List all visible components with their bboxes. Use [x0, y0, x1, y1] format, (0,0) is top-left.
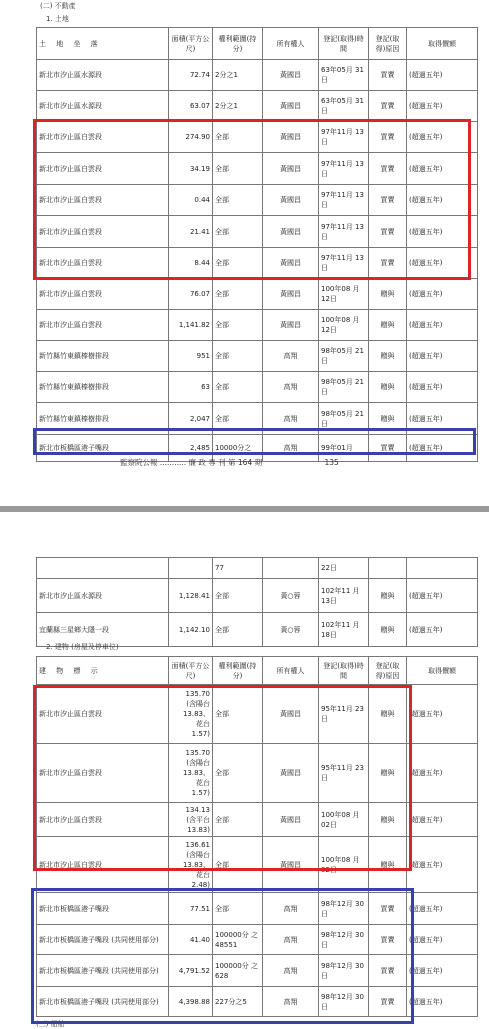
cell-area: 34.19 [169, 153, 213, 185]
header-reg-time: 登記(取得)時間 [319, 28, 369, 60]
cell-date: 98年12月 30日 [319, 955, 369, 987]
cell-loc: 新北市汐止區白雲段 [37, 837, 169, 893]
building-row [37, 685, 478, 744]
cell-scope: 全部 [213, 837, 263, 893]
cell-scope: 全部 [213, 310, 263, 341]
cell-owner: 黃國昌 [263, 279, 319, 310]
cell-scope: 全部 [213, 744, 263, 803]
cell-owner: 黃國昌 [263, 310, 319, 341]
cell-date: 102年11 月18日 [319, 613, 369, 647]
cell-loc: 新北市汐止區白雲段 [37, 153, 169, 185]
cell-price: (超過五年) [407, 279, 478, 310]
cell-price: (超過五年) [407, 91, 478, 122]
land-row [37, 579, 478, 613]
cell-date: 22日 [319, 558, 369, 579]
cell-reason: 贈與 [369, 613, 407, 647]
cell-loc: 新北市汐止區水源段 [37, 60, 169, 91]
cell-area: 4,791.52 [169, 955, 213, 987]
footer-journal: 監察院公報 ........... 廉 政 專 刊 第 164 期 [120, 458, 263, 467]
cell-area: 1,141.82 [169, 310, 213, 341]
cell-area: 0.44 [169, 185, 213, 216]
cell-area: 2,485 [169, 435, 213, 462]
cell-reason: 贈與 [369, 803, 407, 837]
land-row [37, 185, 478, 216]
cell-price: (超過五年) [407, 925, 478, 955]
cell-area: 274.90 [169, 122, 213, 153]
cell-date: 100年08 月02日 [319, 837, 369, 893]
cell-date: 98年12月 30日 [319, 987, 369, 1017]
cell-area: 1,142.10 [169, 613, 213, 647]
building-row [37, 803, 478, 837]
header-location: 土 地 坐 落 [37, 28, 169, 60]
header-scope: 權利範圍(持分) [213, 657, 263, 685]
cell-reason: 買賣 [369, 153, 407, 185]
cell-price: (超過五年) [407, 803, 478, 837]
cell-price: (超過五年) [407, 403, 478, 435]
land-row [37, 403, 478, 435]
cell-area: 41.40 [169, 925, 213, 955]
cell-reason: 買賣 [369, 91, 407, 122]
cell-owner: 黃○蓉 [263, 579, 319, 613]
land-table-header [37, 28, 478, 60]
cell-loc: 新北市汐止區白雲段 [37, 185, 169, 216]
footer-page-number: 135 [324, 458, 339, 467]
cell-loc: 新北市汐止區白雲段 [37, 310, 169, 341]
cell-price: (超過五年) [407, 613, 478, 647]
cell-reason: 買賣 [369, 925, 407, 955]
cell-scope: 77 [213, 558, 263, 579]
cell-owner: 黃○蓉 [263, 613, 319, 647]
cell-reason: 贈與 [369, 310, 407, 341]
cell-price: (超過五年) [407, 216, 478, 248]
cell-date: 97年11月 13日 [319, 153, 369, 185]
cell-date: 63年05月 31日 [319, 60, 369, 91]
cell-owner: 黃國昌 [263, 122, 319, 153]
header-owner: 所有權人 [263, 657, 319, 685]
land-row [37, 310, 478, 341]
cell-owner: 高翔 [263, 987, 319, 1017]
cell-owner: 黃國昌 [263, 153, 319, 185]
building-row [37, 925, 478, 955]
land-row [37, 60, 478, 91]
cell-loc: 新北市板橋區港子嘴段 (共同使用部分) [37, 987, 169, 1017]
cell-reason: 買賣 [369, 122, 407, 153]
land-row [37, 341, 478, 372]
cell-date: 97年11月 13日 [319, 185, 369, 216]
cell-date: 100年08 月02日 [319, 803, 369, 837]
cell-scope: 2分之1 [213, 91, 263, 122]
cell-price: (超過五年) [407, 987, 478, 1017]
cell-scope: 全部 [213, 185, 263, 216]
page-separator [0, 506, 489, 512]
cell-owner: 黃國昌 [263, 60, 319, 91]
cell-loc: 新竹縣竹東鎮榛樹排段 [37, 341, 169, 372]
cell-owner: 高翔 [263, 435, 319, 462]
cell-date: 97年11月 13日 [319, 248, 369, 279]
header-owner: 所有權人 [263, 28, 319, 60]
cell-reason: 買賣 [369, 248, 407, 279]
section-title: (二) 不動產 [40, 2, 76, 10]
header-area: 面積(平方公尺) [169, 657, 213, 685]
cell-area [169, 558, 213, 579]
document-page-1 [0, 0, 489, 498]
cell-owner: 高翔 [263, 372, 319, 403]
cell-date: 63年05月 31日 [319, 91, 369, 122]
cell-reason: 贈與 [369, 403, 407, 435]
cell-reason: 買賣 [369, 435, 407, 462]
cell-reason [369, 558, 407, 579]
cell-date: 98年05月 21日 [319, 341, 369, 372]
cell-reason: 贈與 [369, 685, 407, 744]
cell-owner: 黃國昌 [263, 248, 319, 279]
cell-area: 21.41 [169, 216, 213, 248]
header-area: 面積(平方公尺) [169, 28, 213, 60]
header-price: 取得價額 [407, 657, 478, 685]
land-table [36, 27, 478, 462]
cell-date: 98年12月 30日 [319, 925, 369, 955]
cell-owner: 黃國昌 [263, 91, 319, 122]
cell-price: (超過五年) [407, 248, 478, 279]
cell-scope: 全部 [213, 122, 263, 153]
cell-loc: 新竹縣竹東鎮榛樹排段 [37, 372, 169, 403]
cell-scope: 全部 [213, 685, 263, 744]
cell-area: 63.07 [169, 91, 213, 122]
cell-area: 63 [169, 372, 213, 403]
cell-loc [37, 558, 169, 579]
cell-loc: 新北市板橋區港子嘴段 (共同使用部分) [37, 955, 169, 987]
cell-price: (超過五年) [407, 893, 478, 925]
cell-reason: 贈與 [369, 579, 407, 613]
cell-area: 72.74 [169, 60, 213, 91]
header-price: 取得價額 [407, 28, 478, 60]
building-table-header [37, 657, 478, 685]
cell-owner: 黃國昌 [263, 216, 319, 248]
cell-date: 97年11月 13日 [319, 122, 369, 153]
cell-scope: 全部 [213, 403, 263, 435]
cell-owner: 黃國昌 [263, 837, 319, 893]
building-table [36, 656, 478, 1017]
cell-loc: 新北市汐止區白雲段 [37, 803, 169, 837]
cell-price [407, 558, 478, 579]
cell-reason: 贈與 [369, 279, 407, 310]
cell-date: 100年08 月12日 [319, 310, 369, 341]
cell-area: 77.51 [169, 893, 213, 925]
cell-price: (超過五年) [407, 122, 478, 153]
cell-reason: 買賣 [369, 987, 407, 1017]
cell-area: 136.61 (含陽台 13.83、 花台 2.48) [169, 837, 213, 893]
page-footer [120, 457, 339, 468]
cell-price: (超過五年) [407, 185, 478, 216]
land-row [37, 372, 478, 403]
cell-loc: 新北市汐止區水源段 [37, 91, 169, 122]
cell-scope: 227分之5 [213, 987, 263, 1017]
cell-date: 97年11月 13日 [319, 216, 369, 248]
cell-price: (超過五年) [407, 955, 478, 987]
header-reg-time: 登記(取得)時間 [319, 657, 369, 685]
cell-area: 8.44 [169, 248, 213, 279]
cell-owner: 高翔 [263, 341, 319, 372]
cell-price: (超過五年) [407, 60, 478, 91]
cell-loc: 宜蘭縣三星鄉大隱一段 [37, 613, 169, 647]
cell-scope: 全部 [213, 893, 263, 925]
cell-reason: 買賣 [369, 216, 407, 248]
cell-price: (超過五年) [407, 341, 478, 372]
cell-date: 95年11月 23日 [319, 685, 369, 744]
land-row [37, 153, 478, 185]
building-row [37, 837, 478, 893]
cell-reason: 買賣 [369, 955, 407, 987]
cell-reason: 贈與 [369, 341, 407, 372]
land-row [37, 216, 478, 248]
cell-loc: 新北市汐止區水源段 [37, 579, 169, 613]
subsection-title-building: 2. 建物 (房屋及停車位) [46, 643, 119, 651]
cell-loc: 新北市汐止區白雲段 [37, 248, 169, 279]
cell-price: (超過五年) [407, 153, 478, 185]
cell-owner: 黃國昌 [263, 685, 319, 744]
cell-scope: 全部 [213, 803, 263, 837]
building-row [37, 987, 478, 1017]
cell-date: 95年11月 23日 [319, 744, 369, 803]
cell-scope: 100000分 之48551 [213, 925, 263, 955]
cell-reason: 贈與 [369, 372, 407, 403]
cell-loc: 新北市板橋區港子嘴段 (共同使用部分) [37, 925, 169, 955]
cell-date: 98年05月 21日 [319, 403, 369, 435]
cell-scope: 100000分 之628 [213, 955, 263, 987]
cell-price: (超過五年) [407, 579, 478, 613]
cell-reason: 買賣 [369, 60, 407, 91]
cell-owner: 高翔 [263, 403, 319, 435]
subsection-title-land: 1. 土地 [46, 15, 69, 23]
cell-area: 134.13 (含平台 13.83) [169, 803, 213, 837]
cell-scope: 全部 [213, 372, 263, 403]
cell-area: 1,128.41 [169, 579, 213, 613]
cell-price: (超過五年) [407, 435, 478, 462]
cell-price: (超過五年) [407, 310, 478, 341]
cell-date: 98年05月 21日 [319, 372, 369, 403]
cell-loc: 新北市汐止區白雲段 [37, 685, 169, 744]
cell-price: (超過五年) [407, 744, 478, 803]
cell-date: 102年11 月13日 [319, 579, 369, 613]
cell-loc: 新北市汐止區白雲段 [37, 744, 169, 803]
cell-area: 135.70 (含陽台 13.83、 花台 1.57) [169, 744, 213, 803]
land-row [37, 91, 478, 122]
header-reason: 登記(取得)原因 [369, 28, 407, 60]
cell-price: (超過五年) [407, 837, 478, 893]
building-row [37, 955, 478, 987]
cell-scope: 全部 [213, 153, 263, 185]
header-location: 建 物 標 示 [37, 657, 169, 685]
cell-loc: 新北市板橋區港子嘴段 [37, 435, 169, 462]
cell-owner: 高翔 [263, 925, 319, 955]
cell-area: 4,398.88 [169, 987, 213, 1017]
cell-scope: 全部 [213, 279, 263, 310]
cell-owner: 黃國昌 [263, 744, 319, 803]
cell-owner: 高翔 [263, 893, 319, 925]
cell-loc: 新竹縣竹東鎮榛樹排段 [37, 403, 169, 435]
cell-scope: 2分之1 [213, 60, 263, 91]
cell-owner: 黃國昌 [263, 803, 319, 837]
cell-reason: 贈與 [369, 744, 407, 803]
next-section-title: (三) 船舶 [36, 1020, 65, 1028]
cell-loc: 新北市汐止區白雲段 [37, 279, 169, 310]
cell-area: 2,047 [169, 403, 213, 435]
cell-reason: 贈與 [369, 837, 407, 893]
header-scope: 權利範圍(持分) [213, 28, 263, 60]
header-reason: 登記(取得)原因 [369, 657, 407, 685]
cell-scope: 全部 [213, 579, 263, 613]
cell-loc: 新北市汐止區白雲段 [37, 122, 169, 153]
land-row [37, 279, 478, 310]
cell-price: (超過五年) [407, 685, 478, 744]
cell-loc: 新北市汐止區白雲段 [37, 216, 169, 248]
cell-owner: 高翔 [263, 955, 319, 987]
cell-date: 100年08 月12日 [319, 279, 369, 310]
cell-loc: 新北市板橋區港子嘴段 [37, 893, 169, 925]
building-row [37, 893, 478, 925]
cell-area: 76.07 [169, 279, 213, 310]
cell-scope: 全部 [213, 613, 263, 647]
document-page-2 [0, 528, 489, 1028]
cell-price: (超過五年) [407, 372, 478, 403]
cell-owner: 黃國昌 [263, 185, 319, 216]
cell-owner [263, 558, 319, 579]
building-row [37, 744, 478, 803]
cell-date: 99年01月 [319, 435, 369, 462]
page-gap [0, 498, 489, 528]
cell-scope: 10000分之 [213, 435, 263, 462]
cell-area: 951 [169, 341, 213, 372]
cell-area: 135.70 (含陽台 13.83、 花台 1.57) [169, 685, 213, 744]
land-row [37, 248, 478, 279]
cell-date: 98年12月 30日 [319, 893, 369, 925]
cell-reason: 買賣 [369, 185, 407, 216]
land-table-continued [36, 557, 478, 647]
land-row [37, 122, 478, 153]
cell-scope: 全部 [213, 248, 263, 279]
cell-reason: 買賣 [369, 893, 407, 925]
cell-scope: 全部 [213, 341, 263, 372]
land-row [37, 558, 478, 579]
cell-scope: 全部 [213, 216, 263, 248]
